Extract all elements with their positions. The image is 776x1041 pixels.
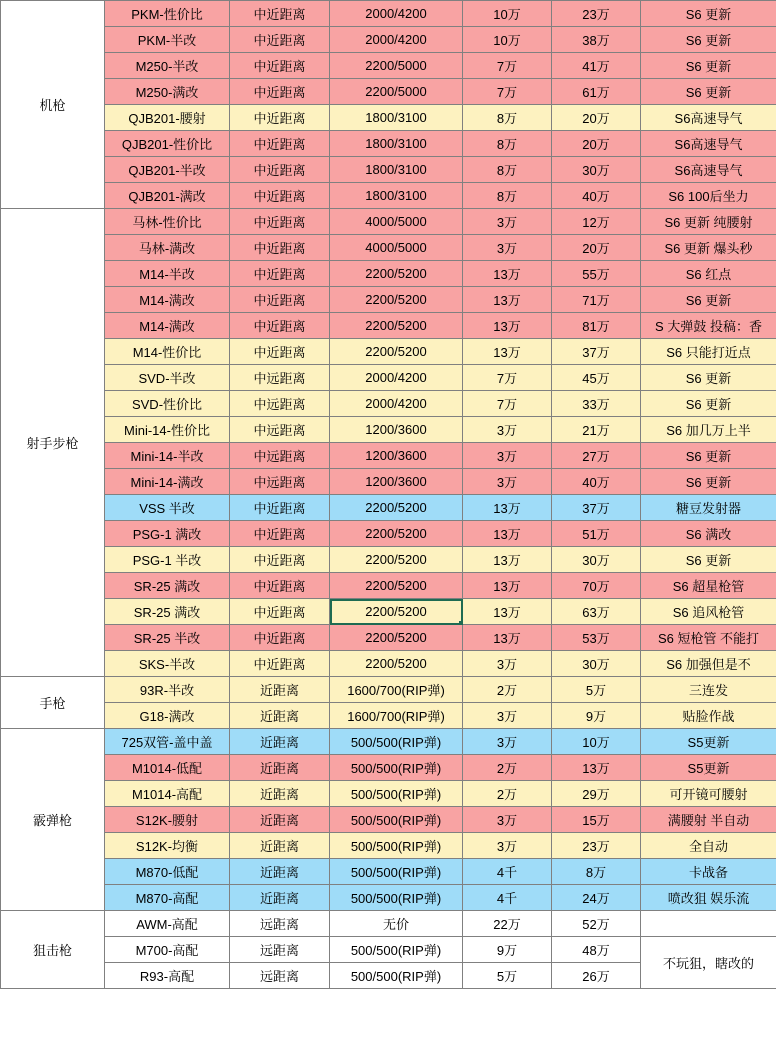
note-cell[interactable]: S6 更新 <box>641 287 776 313</box>
gun-name-cell[interactable]: SR-25 满改 <box>105 573 230 599</box>
table-row[interactable] <box>1 391 776 417</box>
price-high-cell[interactable]: 40万 <box>552 183 641 209</box>
price-low-cell[interactable]: 13万 <box>463 521 552 547</box>
category-cell[interactable]: 手枪 <box>1 677 105 729</box>
price-high-cell[interactable]: 27万 <box>552 443 641 469</box>
range-cell[interactable]: 中远距离 <box>230 417 330 443</box>
gun-name-cell[interactable]: PSG-1 满改 <box>105 521 230 547</box>
gun-name-cell[interactable]: M1014-低配 <box>105 755 230 781</box>
ammo-cell[interactable]: 500/500(RIP弹) <box>330 781 463 807</box>
price-low-cell[interactable]: 7万 <box>463 365 552 391</box>
table-row[interactable] <box>1 937 776 963</box>
range-cell[interactable]: 中近距离 <box>230 521 330 547</box>
note-cell[interactable]: 贴脸作战 <box>641 703 776 729</box>
ammo-cell[interactable]: 2200/5000 <box>330 53 463 79</box>
note-cell[interactable]: S6 更新 <box>641 27 776 53</box>
price-low-cell[interactable]: 3万 <box>463 651 552 677</box>
table-row[interactable] <box>1 677 776 703</box>
price-high-cell[interactable]: 63万 <box>552 599 641 625</box>
table-row[interactable] <box>1 79 776 105</box>
note-cell[interactable]: 不玩狙，瞎改的 <box>641 937 776 989</box>
ammo-cell[interactable]: 2200/5000 <box>330 79 463 105</box>
table-row[interactable] <box>1 105 776 131</box>
ammo-cell[interactable]: 1200/3600 <box>330 469 463 495</box>
price-high-cell[interactable]: 40万 <box>552 469 641 495</box>
table-row[interactable] <box>1 469 776 495</box>
table-row[interactable] <box>1 209 776 235</box>
gun-name-cell[interactable]: SVD-性价比 <box>105 391 230 417</box>
price-high-cell[interactable]: 71万 <box>552 287 641 313</box>
price-low-cell[interactable]: 13万 <box>463 313 552 339</box>
note-cell[interactable]: S6高速导气 <box>641 131 776 157</box>
table-row[interactable] <box>1 521 776 547</box>
range-cell[interactable]: 中近距离 <box>230 651 330 677</box>
ammo-cell[interactable]: 2200/5200 <box>330 495 463 521</box>
gun-name-cell[interactable]: SKS-半改 <box>105 651 230 677</box>
range-cell[interactable]: 远距离 <box>230 911 330 937</box>
price-low-cell[interactable]: 13万 <box>463 495 552 521</box>
note-cell[interactable]: 满腰射 半自动 <box>641 807 776 833</box>
table-row[interactable] <box>1 755 776 781</box>
price-low-cell[interactable]: 10万 <box>463 1 552 27</box>
table-row[interactable] <box>1 859 776 885</box>
range-cell[interactable]: 中远距离 <box>230 443 330 469</box>
note-cell[interactable]: 喷改狙 娱乐流 <box>641 885 776 911</box>
category-cell[interactable]: 射手步枪 <box>1 209 105 677</box>
price-low-cell[interactable]: 13万 <box>463 573 552 599</box>
price-low-cell[interactable]: 3万 <box>463 703 552 729</box>
range-cell[interactable]: 中近距离 <box>230 287 330 313</box>
table-row[interactable] <box>1 833 776 859</box>
gun-name-cell[interactable]: M870-高配 <box>105 885 230 911</box>
price-low-cell[interactable]: 5万 <box>463 963 552 989</box>
price-low-cell[interactable]: 13万 <box>463 625 552 651</box>
table-row[interactable] <box>1 807 776 833</box>
price-high-cell[interactable]: 30万 <box>552 651 641 677</box>
price-low-cell[interactable]: 2万 <box>463 781 552 807</box>
price-low-cell[interactable]: 3万 <box>463 235 552 261</box>
note-cell[interactable]: 卡战备 <box>641 859 776 885</box>
note-cell[interactable]: S6 追风枪管 <box>641 599 776 625</box>
price-low-cell[interactable]: 8万 <box>463 157 552 183</box>
gun-name-cell[interactable]: M250-半改 <box>105 53 230 79</box>
note-cell[interactable]: S6 更新 <box>641 391 776 417</box>
range-cell[interactable]: 中近距离 <box>230 183 330 209</box>
note-cell[interactable]: S6 100后坐力 <box>641 183 776 209</box>
gun-name-cell[interactable]: Mini-14-满改 <box>105 469 230 495</box>
note-cell[interactable]: S6 更新 <box>641 53 776 79</box>
ammo-cell[interactable]: 4000/5000 <box>330 235 463 261</box>
price-low-cell[interactable]: 22万 <box>463 911 552 937</box>
note-cell[interactable]: S6 只能打近点 <box>641 339 776 365</box>
note-cell[interactable]: S6 更新 <box>641 443 776 469</box>
price-high-cell[interactable]: 37万 <box>552 339 641 365</box>
price-high-cell[interactable]: 70万 <box>552 573 641 599</box>
gun-name-cell[interactable]: SVD-半改 <box>105 365 230 391</box>
price-high-cell[interactable]: 15万 <box>552 807 641 833</box>
ammo-cell[interactable]: 500/500(RIP弹) <box>330 937 463 963</box>
price-high-cell[interactable]: 30万 <box>552 547 641 573</box>
price-low-cell[interactable]: 13万 <box>463 287 552 313</box>
price-low-cell[interactable]: 3万 <box>463 833 552 859</box>
ammo-cell[interactable]: 1200/3600 <box>330 443 463 469</box>
price-low-cell[interactable]: 3万 <box>463 469 552 495</box>
note-cell[interactable]: S6 更新 <box>641 1 776 27</box>
ammo-cell[interactable]: 2000/4200 <box>330 391 463 417</box>
gun-name-cell[interactable]: S12K-腰射 <box>105 807 230 833</box>
range-cell[interactable]: 近距离 <box>230 833 330 859</box>
gun-name-cell[interactable]: M700-高配 <box>105 937 230 963</box>
price-low-cell[interactable]: 13万 <box>463 261 552 287</box>
table-row[interactable] <box>1 27 776 53</box>
note-cell[interactable]: S6 红点 <box>641 261 776 287</box>
range-cell[interactable]: 中近距离 <box>230 131 330 157</box>
table-row[interactable] <box>1 157 776 183</box>
range-cell[interactable]: 中近距离 <box>230 547 330 573</box>
note-cell[interactable]: S6 加几万上半 <box>641 417 776 443</box>
price-high-cell[interactable]: 5万 <box>552 677 641 703</box>
note-cell[interactable]: 糖豆发射器 <box>641 495 776 521</box>
price-low-cell[interactable]: 7万 <box>463 53 552 79</box>
table-row[interactable] <box>1 495 776 521</box>
price-low-cell[interactable]: 8万 <box>463 105 552 131</box>
ammo-cell[interactable]: 2200/5200 <box>330 625 463 651</box>
table-row[interactable] <box>1 287 776 313</box>
gun-name-cell[interactable]: AWM-高配 <box>105 911 230 937</box>
price-high-cell[interactable]: 30万 <box>552 157 641 183</box>
range-cell[interactable]: 中近距离 <box>230 573 330 599</box>
price-low-cell[interactable]: 3万 <box>463 417 552 443</box>
note-cell[interactable]: S6高速导气 <box>641 157 776 183</box>
ammo-cell[interactable]: 2200/5200 <box>330 599 463 625</box>
range-cell[interactable]: 中近距离 <box>230 261 330 287</box>
table-row[interactable] <box>1 443 776 469</box>
table-row[interactable] <box>1 313 776 339</box>
range-cell[interactable]: 近距离 <box>230 859 330 885</box>
table-row[interactable] <box>1 729 776 755</box>
range-cell[interactable]: 中远距离 <box>230 469 330 495</box>
range-cell[interactable]: 中近距离 <box>230 625 330 651</box>
ammo-cell[interactable]: 1800/3100 <box>330 105 463 131</box>
table-row[interactable] <box>1 339 776 365</box>
gun-name-cell[interactable]: Mini-14-半改 <box>105 443 230 469</box>
gun-name-cell[interactable]: M14-满改 <box>105 287 230 313</box>
note-cell[interactable]: S6 更新 <box>641 547 776 573</box>
price-high-cell[interactable]: 81万 <box>552 313 641 339</box>
gun-name-cell[interactable]: 马林-性价比 <box>105 209 230 235</box>
range-cell[interactable]: 近距离 <box>230 729 330 755</box>
ammo-cell[interactable]: 1800/3100 <box>330 157 463 183</box>
gun-name-cell[interactable]: M14-性价比 <box>105 339 230 365</box>
table-row[interactable] <box>1 573 776 599</box>
price-high-cell[interactable]: 33万 <box>552 391 641 417</box>
note-cell[interactable]: S6 满改 <box>641 521 776 547</box>
price-high-cell[interactable]: 45万 <box>552 365 641 391</box>
price-low-cell[interactable]: 4千 <box>463 885 552 911</box>
gun-name-cell[interactable]: M870-低配 <box>105 859 230 885</box>
table-row[interactable] <box>1 131 776 157</box>
price-high-cell[interactable]: 29万 <box>552 781 641 807</box>
ammo-cell[interactable]: 4000/5000 <box>330 209 463 235</box>
price-low-cell[interactable]: 3万 <box>463 443 552 469</box>
ammo-cell[interactable]: 2000/4200 <box>330 27 463 53</box>
price-high-cell[interactable]: 51万 <box>552 521 641 547</box>
category-cell[interactable]: 机枪 <box>1 1 105 209</box>
ammo-cell[interactable]: 1600/700(RIP弹) <box>330 703 463 729</box>
price-low-cell[interactable]: 8万 <box>463 183 552 209</box>
gun-name-cell[interactable]: PKM-半改 <box>105 27 230 53</box>
range-cell[interactable]: 近距离 <box>230 755 330 781</box>
price-high-cell[interactable]: 55万 <box>552 261 641 287</box>
note-cell[interactable]: S6 更新 爆头秒 <box>641 235 776 261</box>
range-cell[interactable]: 近距离 <box>230 677 330 703</box>
range-cell[interactable]: 远距离 <box>230 963 330 989</box>
category-cell[interactable]: 霰弹枪 <box>1 729 105 911</box>
ammo-cell[interactable]: 1800/3100 <box>330 183 463 209</box>
range-cell[interactable]: 中近距离 <box>230 599 330 625</box>
range-cell[interactable]: 中远距离 <box>230 391 330 417</box>
ammo-cell[interactable]: 2200/5200 <box>330 547 463 573</box>
gun-name-cell[interactable]: PKM-性价比 <box>105 1 230 27</box>
price-high-cell[interactable]: 12万 <box>552 209 641 235</box>
gun-name-cell[interactable]: 马林-满改 <box>105 235 230 261</box>
note-cell[interactable]: S6 短枪管 不能打 <box>641 625 776 651</box>
price-high-cell[interactable]: 23万 <box>552 833 641 859</box>
note-cell[interactable] <box>641 911 776 937</box>
note-cell[interactable]: S6 更新 纯腰射 <box>641 209 776 235</box>
ammo-cell[interactable]: 2200/5200 <box>330 521 463 547</box>
ammo-cell[interactable]: 2200/5200 <box>330 573 463 599</box>
ammo-cell[interactable]: 500/500(RIP弹) <box>330 729 463 755</box>
ammo-cell[interactable]: 500/500(RIP弹) <box>330 833 463 859</box>
note-cell[interactable]: S6 超星枪管 <box>641 573 776 599</box>
price-low-cell[interactable]: 9万 <box>463 937 552 963</box>
price-high-cell[interactable]: 41万 <box>552 53 641 79</box>
price-high-cell[interactable]: 37万 <box>552 495 641 521</box>
note-cell[interactable]: S6 更新 <box>641 469 776 495</box>
range-cell[interactable]: 中近距离 <box>230 79 330 105</box>
price-high-cell[interactable]: 20万 <box>552 235 641 261</box>
category-cell[interactable]: 狙击枪 <box>1 911 105 989</box>
price-low-cell[interactable]: 10万 <box>463 27 552 53</box>
ammo-cell[interactable]: 500/500(RIP弹) <box>330 859 463 885</box>
range-cell[interactable]: 近距离 <box>230 703 330 729</box>
range-cell[interactable]: 中近距离 <box>230 1 330 27</box>
price-low-cell[interactable]: 3万 <box>463 209 552 235</box>
note-cell[interactable]: S5更新 <box>641 755 776 781</box>
price-high-cell[interactable]: 26万 <box>552 963 641 989</box>
price-low-cell[interactable]: 7万 <box>463 391 552 417</box>
table-row[interactable] <box>1 703 776 729</box>
note-cell[interactable]: S6高速导气 <box>641 105 776 131</box>
price-low-cell[interactable]: 2万 <box>463 677 552 703</box>
price-low-cell[interactable]: 2万 <box>463 755 552 781</box>
note-cell[interactable]: S6 更新 <box>641 365 776 391</box>
price-high-cell[interactable]: 10万 <box>552 729 641 755</box>
ammo-cell[interactable]: 500/500(RIP弹) <box>330 755 463 781</box>
price-high-cell[interactable]: 52万 <box>552 911 641 937</box>
price-high-cell[interactable]: 20万 <box>552 105 641 131</box>
gun-name-cell[interactable]: QJB201-半改 <box>105 157 230 183</box>
range-cell[interactable]: 中近距离 <box>230 209 330 235</box>
table-row[interactable] <box>1 651 776 677</box>
table-row[interactable] <box>1 261 776 287</box>
ammo-cell[interactable]: 2000/4200 <box>330 1 463 27</box>
note-cell[interactable]: S 大弹鼓 投稿：香 <box>641 313 776 339</box>
note-cell[interactable]: 可开镜可腰射 <box>641 781 776 807</box>
price-high-cell[interactable]: 21万 <box>552 417 641 443</box>
gun-name-cell[interactable]: QJB201-腰射 <box>105 105 230 131</box>
gun-name-cell[interactable]: 93R-半改 <box>105 677 230 703</box>
price-low-cell[interactable]: 3万 <box>463 729 552 755</box>
range-cell[interactable]: 中近距离 <box>230 27 330 53</box>
table-row[interactable] <box>1 781 776 807</box>
range-cell[interactable]: 中近距离 <box>230 157 330 183</box>
price-high-cell[interactable]: 61万 <box>552 79 641 105</box>
price-low-cell[interactable]: 8万 <box>463 131 552 157</box>
price-high-cell[interactable]: 20万 <box>552 131 641 157</box>
ammo-cell[interactable]: 2200/5200 <box>330 287 463 313</box>
table-row[interactable] <box>1 365 776 391</box>
range-cell[interactable]: 近距离 <box>230 807 330 833</box>
range-cell[interactable]: 中近距离 <box>230 495 330 521</box>
gun-name-cell[interactable]: QJB201-性价比 <box>105 131 230 157</box>
table-row[interactable] <box>1 183 776 209</box>
price-high-cell[interactable]: 38万 <box>552 27 641 53</box>
gun-name-cell[interactable]: VSS 半改 <box>105 495 230 521</box>
gun-name-cell[interactable]: SR-25 满改 <box>105 599 230 625</box>
ammo-cell[interactable]: 500/500(RIP弹) <box>330 807 463 833</box>
price-low-cell[interactable]: 7万 <box>463 79 552 105</box>
price-high-cell[interactable]: 48万 <box>552 937 641 963</box>
note-cell[interactable]: 全自动 <box>641 833 776 859</box>
ammo-cell[interactable]: 2000/4200 <box>330 365 463 391</box>
gun-name-cell[interactable]: S12K-均衡 <box>105 833 230 859</box>
gun-name-cell[interactable]: QJB201-满改 <box>105 183 230 209</box>
note-cell[interactable]: S6 更新 <box>641 79 776 105</box>
table-row[interactable] <box>1 235 776 261</box>
range-cell[interactable]: 中远距离 <box>230 365 330 391</box>
price-low-cell[interactable]: 13万 <box>463 547 552 573</box>
gun-name-cell[interactable]: M1014-高配 <box>105 781 230 807</box>
table-row[interactable] <box>1 885 776 911</box>
ammo-cell[interactable]: 2200/5200 <box>330 651 463 677</box>
range-cell[interactable]: 中近距离 <box>230 339 330 365</box>
gun-name-cell[interactable]: PSG-1 半改 <box>105 547 230 573</box>
range-cell[interactable]: 近距离 <box>230 781 330 807</box>
note-cell[interactable]: S5更新 <box>641 729 776 755</box>
price-high-cell[interactable]: 53万 <box>552 625 641 651</box>
range-cell[interactable]: 中近距离 <box>230 53 330 79</box>
table-row[interactable] <box>1 599 776 625</box>
table-row[interactable] <box>1 911 776 937</box>
gun-name-cell[interactable]: R93-高配 <box>105 963 230 989</box>
price-low-cell[interactable]: 13万 <box>463 339 552 365</box>
price-high-cell[interactable]: 24万 <box>552 885 641 911</box>
price-high-cell[interactable]: 23万 <box>552 1 641 27</box>
price-high-cell[interactable]: 9万 <box>552 703 641 729</box>
gun-name-cell[interactable]: M250-满改 <box>105 79 230 105</box>
note-cell[interactable]: S6 加强但是不 <box>641 651 776 677</box>
range-cell[interactable]: 近距离 <box>230 885 330 911</box>
range-cell[interactable]: 中近距离 <box>230 313 330 339</box>
price-low-cell[interactable]: 3万 <box>463 807 552 833</box>
table-row[interactable] <box>1 417 776 443</box>
ammo-cell[interactable]: 2200/5200 <box>330 339 463 365</box>
gun-name-cell[interactable]: M14-半改 <box>105 261 230 287</box>
gun-name-cell[interactable]: 725双管-盖中盖 <box>105 729 230 755</box>
note-cell[interactable]: 三连发 <box>641 677 776 703</box>
price-low-cell[interactable]: 4千 <box>463 859 552 885</box>
range-cell[interactable]: 中近距离 <box>230 105 330 131</box>
gun-name-cell[interactable]: G18-满改 <box>105 703 230 729</box>
ammo-cell[interactable]: 1200/3600 <box>330 417 463 443</box>
ammo-cell[interactable]: 500/500(RIP弹) <box>330 963 463 989</box>
price-high-cell[interactable]: 13万 <box>552 755 641 781</box>
price-low-cell[interactable]: 13万 <box>463 599 552 625</box>
ammo-cell[interactable]: 500/500(RIP弹) <box>330 885 463 911</box>
price-high-cell[interactable]: 8万 <box>552 859 641 885</box>
ammo-cell[interactable]: 1800/3100 <box>330 131 463 157</box>
table-row[interactable] <box>1 547 776 573</box>
ammo-cell[interactable]: 2200/5200 <box>330 313 463 339</box>
gun-name-cell[interactable]: Mini-14-性价比 <box>105 417 230 443</box>
range-cell[interactable]: 远距离 <box>230 937 330 963</box>
ammo-cell[interactable]: 2200/5200 <box>330 261 463 287</box>
table-row[interactable] <box>1 625 776 651</box>
range-cell[interactable]: 中近距离 <box>230 235 330 261</box>
gun-name-cell[interactable]: SR-25 半改 <box>105 625 230 651</box>
gun-name-cell[interactable]: M14-满改 <box>105 313 230 339</box>
ammo-cell[interactable]: 1600/700(RIP弹) <box>330 677 463 703</box>
table-row[interactable] <box>1 53 776 79</box>
table-row[interactable] <box>1 1 776 27</box>
ammo-cell[interactable]: 无价 <box>330 911 463 937</box>
